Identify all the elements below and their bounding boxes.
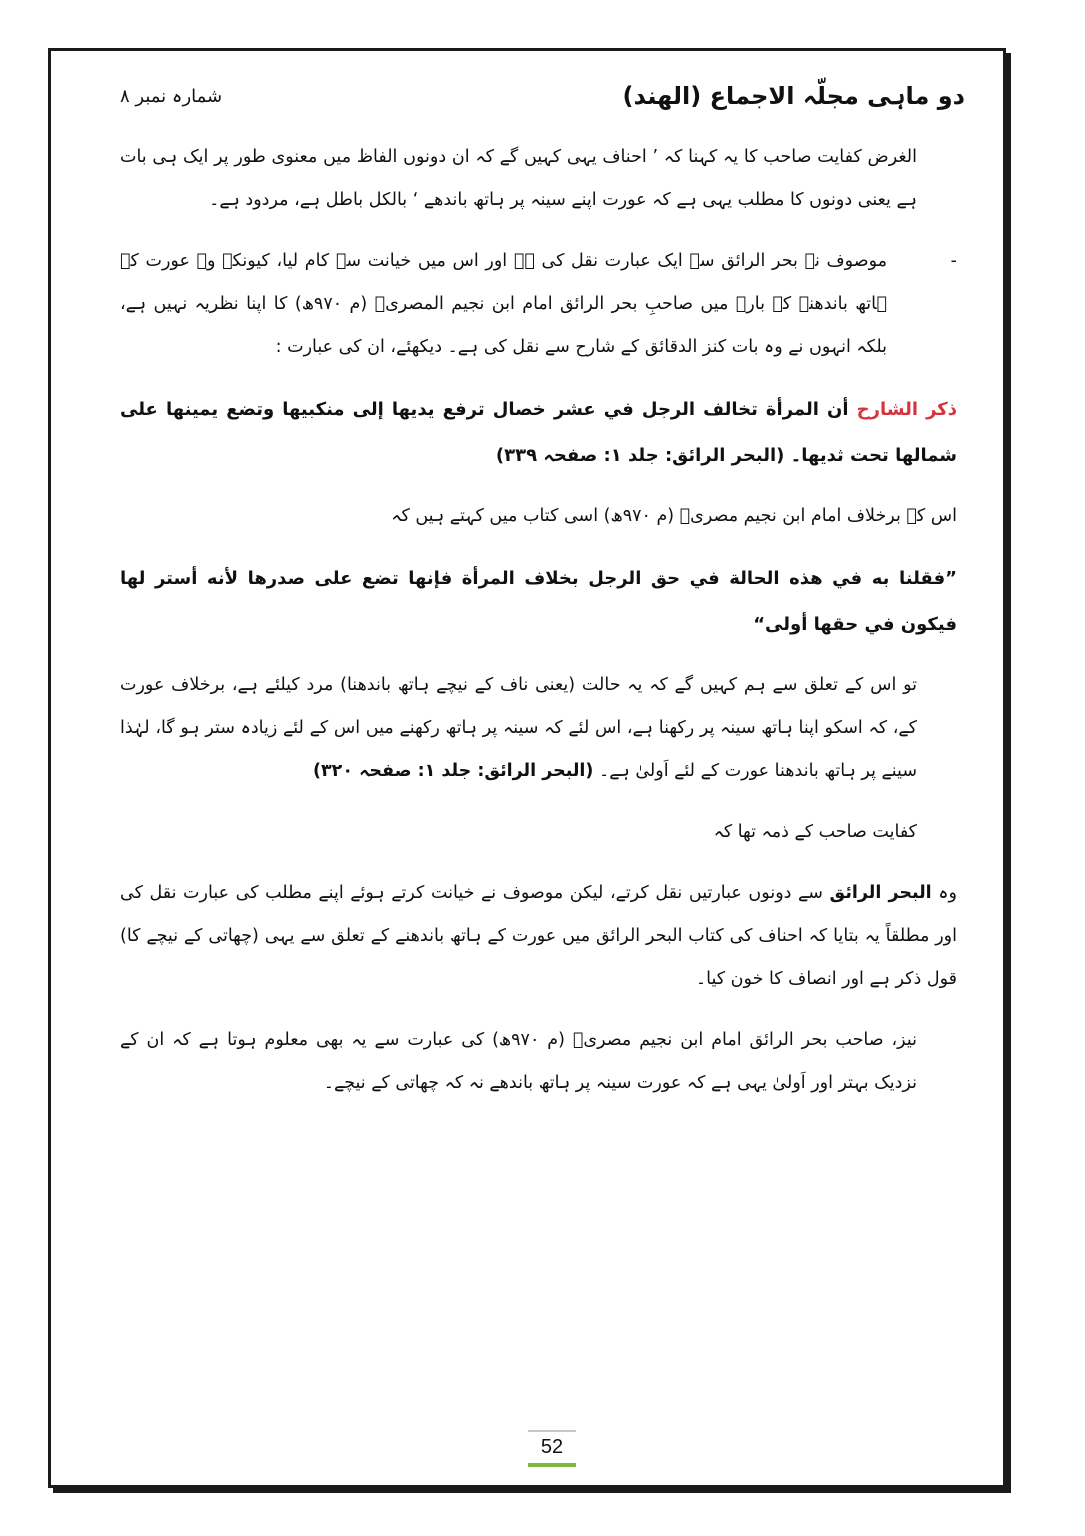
page-number-block (528, 1430, 576, 1467)
paragraph-6-book-name: البحر الرائق (829, 883, 932, 903)
arabic-quote-1 (120, 387, 957, 479)
article-body (120, 136, 957, 1123)
issue-number: شمارہ نمبر ۸ (120, 85, 223, 107)
page-number-underline (528, 1463, 576, 1467)
arabic-quote-1-highlight: ذكر الشارح (856, 399, 957, 420)
page-header (120, 78, 965, 114)
paragraph-6 (120, 872, 957, 1001)
page-number: 52 (540, 1436, 564, 1458)
dash-marker: - (950, 251, 957, 271)
paragraph-4-text: تو اس کے تعلق سے ہم کہیں گے کہ یہ حالت (یعنی ناف کے نیچے ہاتھ باندھنا) مرد کیلئے ہے، برخلاف عورت کے، کہ اسکو اپنا ہاتھ سینہ پر رکھنا ہے، اس لئے کہ سینہ پر ہاتھ رکھنے میں اس کے لئے زیادہ ستر ہو گا، لہٰذا سینے پر ہاتھ باندھنا عورت کے لئے اَولیٰ ہے۔ (120, 675, 917, 781)
page-number-top-rule (528, 1430, 576, 1432)
paragraph-4 (120, 664, 957, 793)
arabic-quote-1-reference: (البحر الرائق: جلد ۱: صفحہ ۳۳۹) (495, 445, 785, 466)
paragraph-2-text: موصوف نے بحر الرائق سے ایک عبارت نقل کی ہے اور اس میں خیانت سے کام لیا، کیونکہ وہ عورت کے ہاتھ باندھنے کے بارے میں صاحبِ بحر الرائق امام ابن نجیم المصریؒ (م ۹۷۰ھ) کا اپنا نظریہ نہیں ہے، بلکہ انہوں نے وہ بات کنز الدقائق کے شارح سے نقل کی ہے۔ دیکھئے، ان کی عبارت : (120, 251, 887, 357)
paragraph-6-text: سے دونوں عبارتیں نقل کرتے، لیکن موصوف نے خیانت کرتے ہوئے اپنے مطلب کی عبارت نقل کی اور مطلقاً یہ بتایا کہ احناف کی کتاب البحر الرائق میں عورت کے ہاتھ باندھنے کے تعلق سے یہی (چھاتی کے نیچے کا) قول ذکر ہے اور انصاف کا خون کیا۔ (120, 883, 957, 989)
arabic-quote-2: ”فقلنا به في هذه الحالة في حق الرجل بخلاف المرأة فإنها تضع على صدرها لأنه أستر لها فيكون في حقها أولى“ (120, 568, 957, 635)
paragraph-4-reference: (البحر الرائق: جلد ۱: صفحہ ۳۲۰) (312, 761, 594, 781)
paragraph-6-prefix: وہ (938, 883, 957, 903)
journal-title: دو ماہی مجلّہ الاجماع (الھند) (622, 82, 965, 110)
paragraph-2 (120, 240, 957, 369)
paragraph-7: نیز، صاحب بحر الرائق امام ابن نجیم مصریؒ (م ۹۷۰ھ) کی عبارت سے یہ بھی معلوم ہوتا ہے کہ ان کے نزدیک بہتر اور اَولیٰ یہی ہے کہ عورت سینہ پر ہاتھ باندھے نہ کہ چھاتی کے نیچے۔ (120, 1030, 917, 1093)
paragraph-3: اس کے برخلاف امام ابن نجیم مصریؒ (م ۹۷۰ھ) اسی کتاب میں کہتے ہیں کہ (391, 506, 957, 526)
paragraph-1: الغرض کفایت صاحب کا یہ کہنا کہ ’ احناف یہی کہیں گے کہ ان دونوں الفاظ میں معنوی طور پر ایک ہی بات ہے یعنی دونوں کا مطلب یہی ہے کہ عورت اپنے سینہ پر ہاتھ باندھے ‘ بالکل باطل ہے، مردود ہے۔ (120, 147, 917, 210)
arabic-quote-1-text: أن المرأة تخالف الرجل في عشر خصال ترفع يديها إلى منكبيها وتضع يمينها على شمالها تحت ثديها۔ (120, 399, 957, 466)
paragraph-5: کفایت صاحب کے ذمہ تھا کہ (713, 822, 917, 842)
